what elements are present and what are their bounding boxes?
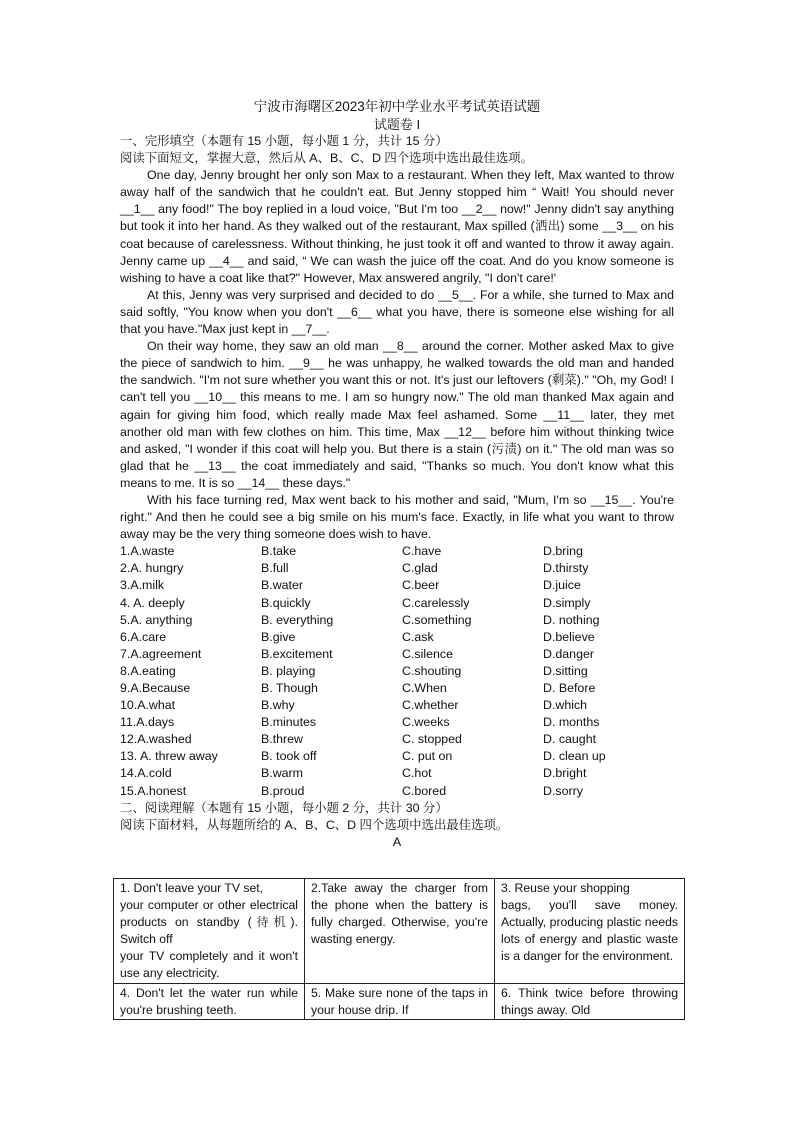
tip-text: 3. Reuse your shopping bags, you'll save money. Actually, producing plastic needs lots of energy and plastic waste is a danger for the environment. xyxy=(501,881,678,964)
table-row xyxy=(114,983,685,1019)
option-d: D.juice xyxy=(543,578,581,593)
section2-heading: 二、阅读理解（本题有 15 小题，每小题 2 分，共计 30 分） xyxy=(120,800,448,815)
option-d: D. nothing xyxy=(543,612,600,627)
option-b: B. took off xyxy=(261,749,317,764)
table-cell xyxy=(114,983,305,1019)
option-c: C. put on xyxy=(402,749,453,764)
option-b: B.proud xyxy=(261,783,305,798)
option-a: 1.A.waste xyxy=(120,544,175,559)
cloze-paragraph: At this, Jenny was very surprised and decided to do __5__. For a while, she turned to Max and said softly, "You know when you don't __6__ what you have, there is someone else wishing for all that you have."Max just kept in __7__. xyxy=(120,287,674,337)
option-row xyxy=(120,629,674,646)
option-b: B.water xyxy=(261,578,304,593)
option-b: B. everything xyxy=(261,612,334,627)
option-d: D. caught xyxy=(543,732,597,747)
table-cell xyxy=(305,983,495,1019)
option-row xyxy=(120,577,674,594)
cloze-paragraph: With his face turning red, Max went back to his mother and said, "Mum, I'm so __15__. You're right." And then he could see a big smile on his mum's face. Exactly, in life what you want to throw away may be the very thing someone does wish to have. xyxy=(120,492,674,542)
option-c: C.silence xyxy=(402,646,453,661)
exam-content xyxy=(120,133,674,851)
option-a: 13. A. threw away xyxy=(120,749,218,764)
tip-text: 6. Think twice before throwing things away. Old xyxy=(501,985,678,1017)
cloze-paragraph: On their way home, they saw an old man __8__ around the corner. Mother asked Max to give the piece of sandwich to him. __9__ he was unhappy, he walked towards the old man and handed the sandwich. "I'm not sure whether you want this or not. It's just our leftovers (剩菜)." "Oh, my God! I can't tell you __10__ this means to me. I am so hungry now." The old man thanked Max again and again for giving him food, which really made Max feel ashamed. Some __11__ later, they met another old man with few clothes on him. This time, Max __12__ before him without thinking twice and asked, "I wonder if this coat will help you. But there is a stain (污渍) on it." The old man was so glad that he __13__ the coat immediately and said, "Thanks so much. You don't know what this means to me. It is so __14__ these days." xyxy=(120,339,674,490)
option-d: D.bring xyxy=(543,544,583,559)
option-b: B. Though xyxy=(261,681,318,695)
option-b: B. playing xyxy=(261,663,316,678)
option-a: 9.A.Because xyxy=(120,681,191,695)
option-row xyxy=(120,748,674,765)
cloze-options xyxy=(120,543,674,799)
option-a: 4. A. deeply xyxy=(120,595,185,610)
option-a: 2.A. hungry xyxy=(120,561,184,576)
option-a: 11.A.days xyxy=(120,715,175,730)
tip-text: 4. Don't let the water run while you're brushing teeth. xyxy=(120,985,298,1017)
option-d: D. Before xyxy=(543,681,596,695)
option-row xyxy=(120,663,674,680)
option-c: C.bored xyxy=(402,783,447,798)
energy-tips-table xyxy=(113,878,685,1020)
option-row xyxy=(120,731,674,748)
option-b: B.why xyxy=(261,698,295,713)
option-d: D.believe xyxy=(543,629,595,644)
option-a: 14.A.cold xyxy=(120,766,172,781)
option-d: D. clean up xyxy=(543,749,606,764)
option-b: B.give xyxy=(261,629,296,644)
option-b: B.excitement xyxy=(261,646,333,661)
option-a: 3.A.milk xyxy=(120,578,165,593)
table-cell xyxy=(305,879,495,984)
section1-heading: 一、完形填空（本题有 15 小题，每小题 1 分，共计 15 分） xyxy=(120,134,448,148)
option-c: C.When xyxy=(402,681,447,695)
option-c: C.weeks xyxy=(402,715,450,730)
passage-letter: A xyxy=(392,834,402,849)
section1-instruction: 阅读下面短文，掌握大意，然后从 A、B、C、D 四个选项中选出最佳选项。 xyxy=(120,151,534,166)
option-c: C.beer xyxy=(402,578,440,593)
option-d: D. months xyxy=(543,715,600,730)
option-row xyxy=(120,680,674,697)
option-row xyxy=(120,697,674,714)
cloze-paragraph: One day, Jenny brought her only son Max to a restaurant. When they left, Max wanted to throw away half of the sandwich that he couldn't eat. But Jenny stopped him “ Wait! You should never __1__ any food!" The boy replied in a loud voice, "But I'm too __2__ now!" Jenny didn't say anything but took it into her hand. As they walked out of the restaurant, Max spilled (洒出) some __3__ on his coat because of carelessness. Without thinking, he just took it off and wanted to throw it away again. Jenny came up __4__ and said, “ We can wash the juice off the coat. And do you know someone is wishing to have a coat like that?" However, Max answered angrily, "I don't care!' xyxy=(120,168,674,285)
option-a: 8.A.eating xyxy=(120,663,176,678)
option-row xyxy=(120,595,674,612)
option-d: D.which xyxy=(543,698,588,713)
option-a: 7.A.agreement xyxy=(120,646,202,661)
option-b: B.take xyxy=(261,544,297,559)
option-row xyxy=(120,560,674,577)
option-d: D.bright xyxy=(543,766,587,781)
table-cell xyxy=(495,879,685,984)
option-c: C.whether xyxy=(402,698,459,713)
option-row xyxy=(120,646,674,663)
option-d: D.thirsty xyxy=(543,561,589,576)
option-d: D.simply xyxy=(543,595,591,610)
option-b: B.full xyxy=(261,561,289,576)
option-c: C.have xyxy=(402,544,442,559)
option-c: C.carelessly xyxy=(402,595,470,610)
option-row xyxy=(120,714,674,731)
option-a: 10.A.what xyxy=(120,698,176,713)
option-d: D.sitting xyxy=(543,663,588,678)
option-row xyxy=(120,543,674,560)
tip-text: 1. Don't leave your TV set, your computer or other electrical products on standby (待机). Switch off your TV completely and it won't use any electricity. xyxy=(120,881,298,981)
option-b: B.minutes xyxy=(261,715,317,730)
tip-text: 5. Make sure none of the taps in your house drip. If xyxy=(311,985,488,1017)
table-cell xyxy=(114,879,305,984)
option-c: C.glad xyxy=(402,561,438,576)
section2-instruction: 阅读下面材料，从每题所给的 A、B、C、D 四个选项中选出最佳选项。 xyxy=(120,817,509,832)
option-row xyxy=(120,612,674,629)
option-d: D.danger xyxy=(543,646,594,661)
option-c: C. stopped xyxy=(402,732,462,747)
exam-title: 宁波市海曙区2023年初中学业水平考试英语试题 xyxy=(253,99,541,114)
option-b: B.threw xyxy=(261,732,304,747)
table-row xyxy=(114,879,685,984)
option-c: C.ask xyxy=(402,629,434,644)
option-b: B.quickly xyxy=(261,595,311,610)
option-row xyxy=(120,765,674,782)
option-row xyxy=(120,783,674,800)
option-a: 6.A.care xyxy=(120,629,167,644)
tip-text: 2.Take away the charger from the phone when the battery is fully charged. Otherwise, you're wasting energy. xyxy=(311,881,488,947)
option-a: 15.A.honest xyxy=(120,783,187,798)
option-c: C.shouting xyxy=(402,663,462,678)
table-cell xyxy=(495,983,685,1019)
option-b: B.warm xyxy=(261,766,303,781)
option-c: C.something xyxy=(402,612,472,627)
option-d: D.sorry xyxy=(543,783,583,798)
option-a: 5.A. anything xyxy=(120,612,193,627)
option-c: C.hot xyxy=(402,766,432,781)
option-a: 12.A.washed xyxy=(120,732,192,747)
exam-subtitle: 试题卷 I xyxy=(373,117,421,132)
